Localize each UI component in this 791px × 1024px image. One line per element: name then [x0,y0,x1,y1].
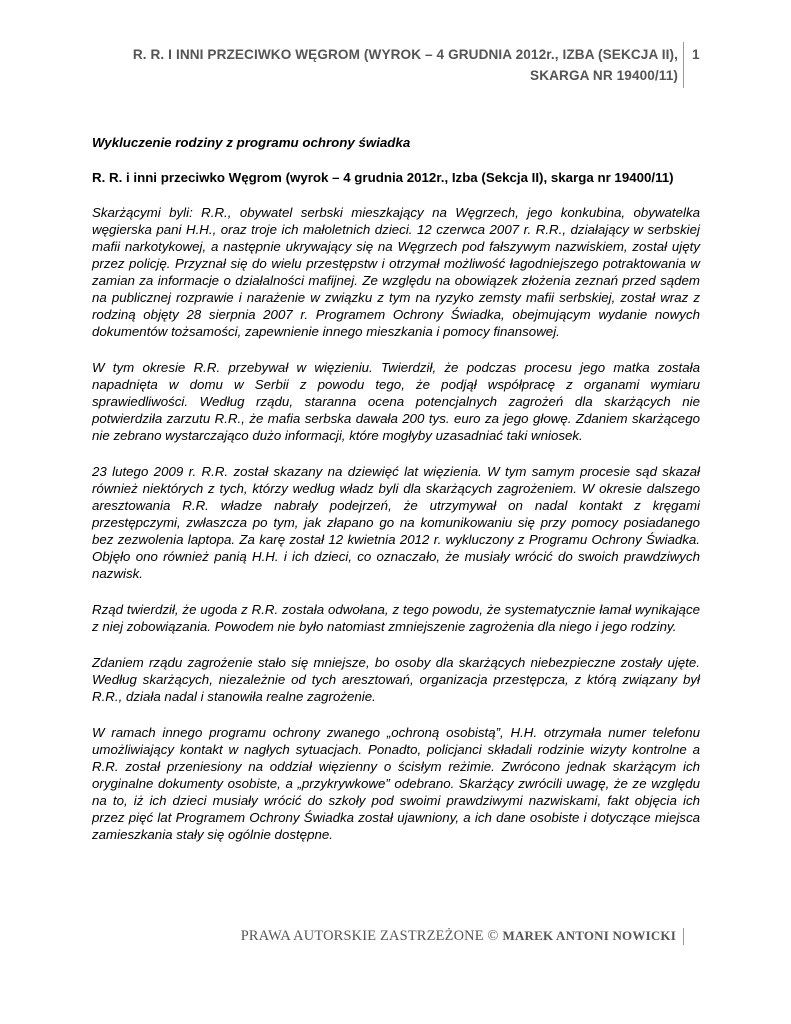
paragraph-2: W tym okresie R.R. przebywał w więzieniu. Twierdził, że podczas procesu jego matka została napadnięta w domu w Serbii z powodu tego, że podjął współpracę z organami wymiaru sprawiedliwości. Według rządu, staranna ocena potencjalnych zagrożeń dla skarżących nie potwierdziła zarzutu R.R., że mafia serbska dawała 200 tys. euro za jego głowę. Zdaniem skarżącego nie zebrano wystarczająco dużo informacji, które mogłyby uzasadniać taki wniosek. [92,360,700,443]
footer-divider [683,928,684,945]
paragraph-6: W ramach innego programu ochrony zwanego „ochroną osobistą”, H.H. otrzymała numer telefonu umożliwiający kontakt w nagłych sytuacjach. Ponadto, policjanci składali rodzinie wizyty kontrolne a R.R. został przeniesiony na oddział więzienny o ścisłym reżimie. Zwrócono jednak skarżącym ich oryginalne dokumenty osobiste, a „przykrywkowe” odebrano. Skarżący zwrócili uwagę, że ze względu na to, iż ich dzieci musiały wrócić do szkoły pod swoimi prawdziwymi nazwiskami, fakt objęcia ich przez pięć lat Programem Ochrony Świadka został ujawniony, a ich dane osobiste i dotyczące miejsca zamieszkania stały się ogólnie dostępne. [92,725,700,842]
document-title: Wykluczenie rodziny z programu ochrony świadka [92,135,411,150]
copyright-footer [196,926,676,946]
running-header: R. R. I INNI PRZECIWKO WĘGROM (WYROK – 4 GRUDNIA 2012r., IZBA (SEKCJA II), SKARGA NR 19400/11) [132,47,678,83]
case-title: R. R. i inni przeciwko Węgrom (wyrok – 4 grudnia 2012r., Izba (Sekcja II), skarga nr 19400/11) [92,170,674,185]
paragraph-4: Rząd twierdził, że ugoda z R.R. została odwołana, z tego powodu, że systematycznie łamał wynikające z niej zobowiązania. Powodem nie było natomiast zmniejszenie zagrożenia dla niego i jego rodziny. [92,602,700,634]
page-number: 1 [692,47,700,62]
header-divider [683,42,684,88]
document-body [92,134,700,862]
paragraph-5: Zdaniem rządu zagrożenie stało się mniejsze, bo osoby dla skarżących niebezpieczne zostały ujęte. Według skarżących, niezależnie od tych aresztowań, organizacja przestępcza, z którą związany był R.R., działa nadal i stanowiła realne zagrożenie. [92,655,700,704]
author-name: MAREK ANTONI NOWICKI [502,928,676,943]
copyright-notice: PRAWA AUTORSKIE ZASTRZEŻONE © [240,928,503,944]
paragraph-1: Skarżącymi byli: R.R., obywatel serbski mieszkający na Węgrzech, jego konkubina, obywatelka węgierska pani H.H., oraz troje ich małoletnich dzieci. 12 czerwca 2007 r. R.R., działający w serbskiej mafii narkotykowej, a następnie ukrywający się na Węgrzech pod fałszywym nazwiskiem, został ujęty przez policję. Przyznał się do wielu przestępstw i otrzymał możliwość łagodniejszego potraktowania w zamian za informacje o działalności mafijnej. Ze względu na obowiązek złożenia zeznań przed sądem na publicznej rozprawie i narażenie w związku z tym na ryzyko zemsty mafii serbskiej, został wraz z rodziną objęty 28 sierpnia 2007 r. Programem Ochrony Świadka, obejmującym wydanie nowych dokumentów tożsamości, zapewnienie innego mieszkania i pomocy finansowej. [92,205,700,339]
paragraph-3: 23 lutego 2009 r. R.R. został skazany na dziewięć lat więzienia. W tym samym procesie sąd skazał również niektórych z tych, którzy według władz byli dla skarżących zagrożeniem. W okresie dalszego aresztowania R.R. władze nabrały podejrzeń, że utrzymywał on nadal kontakt z kręgami przestępczymi, zwłaszcza po tym, jak złapano go na komunikowaniu się przy pomocy posiadanego bez zezwolenia laptopa. Za karę został 12 kwietnia 2012 r. wykluczony z Programu Ochrony Świadka. Objęło ono również panią H.H. i ich dzieci, co oznaczało, że musiały wrócić do swoich prawdziwych nazwisk. [92,464,700,581]
